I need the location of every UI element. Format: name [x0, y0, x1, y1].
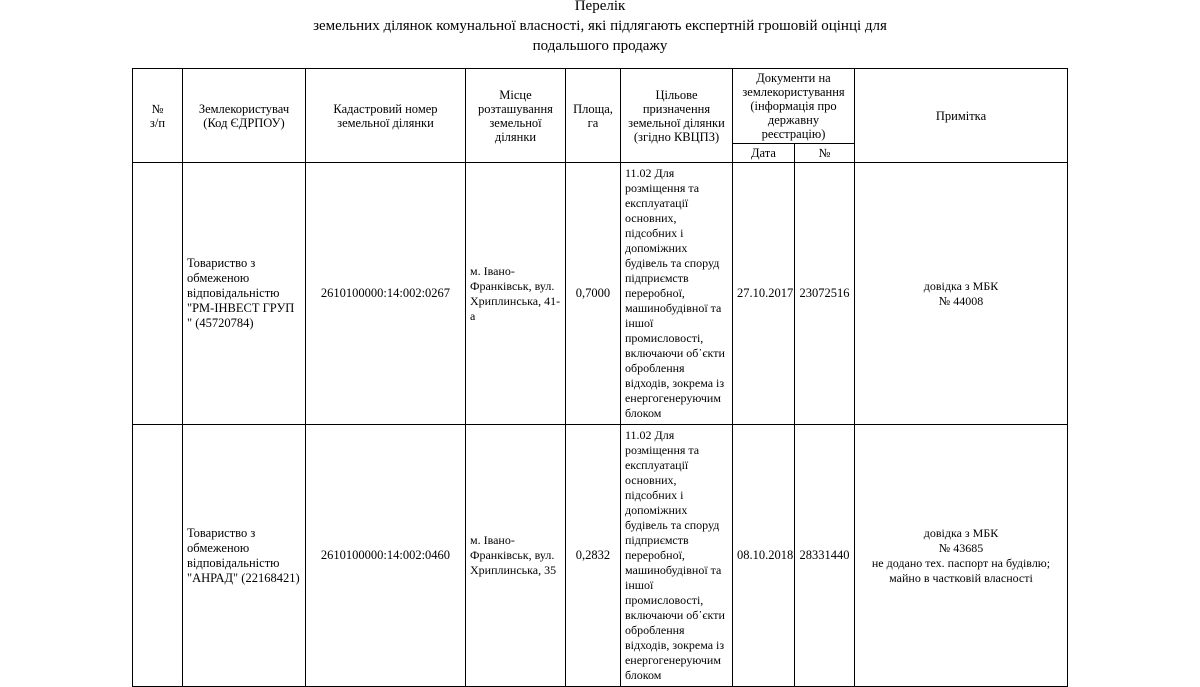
cell-purpose: 11.02 Для розміщення та експлуатації основних, підсобних і допоміжних будівель та споруд підприємств переробної, машинобудівної та іншої промисловості, включаючи об᾽єкти оброблення відходів, зокрема із енергогенеруючим блоком	[620, 163, 732, 425]
cell-purpose: 11.02 Для розміщення та експлуатації основних, підсобних і допоміжних будівель та споруд підприємств переробної, машинобудівної та іншої промисловості, включаючи об᾽єкти оброблення відходів, зокрема із енергогенеруючим блоком	[620, 425, 732, 687]
header-documents-group	[732, 69, 854, 144]
header-number-line1: №	[151, 101, 164, 116]
cell-location: м. Івано-Франківськ, вул. Хриплинська, 41-а	[465, 163, 565, 425]
header-documents-line1: Документи на	[756, 71, 831, 85]
note-line-1: довідка з МБК	[923, 278, 999, 293]
cell-cadastral-number: 2610100000:14:002:0460	[305, 425, 465, 687]
header-number	[132, 69, 182, 163]
cell-cadastral-number: 2610100000:14:002:0267	[305, 163, 465, 425]
header-landuser-line1: Землекористувач	[198, 101, 290, 116]
header-cadastral-line2: земельної ділянки	[337, 115, 434, 130]
header-purpose-line2: призначення	[642, 101, 711, 116]
cell-number	[132, 425, 182, 687]
header-documents-line2: землекористування	[742, 85, 845, 99]
cell-document-number: 23072516	[794, 163, 854, 425]
header-area-line1: Площа,	[573, 101, 613, 116]
header-landuser-line2: (Код ЄДРПОУ)	[203, 115, 285, 130]
header-location-line4: ділянки	[494, 129, 537, 144]
document-title	[0, 0, 1200, 56]
header-documents-line3: (інформація про	[750, 99, 837, 113]
header-document-date: Дата	[732, 144, 794, 163]
header-location-line1: Місце	[499, 87, 532, 102]
header-purpose-line3: земельної ділянки	[628, 115, 725, 130]
header-location-line2: розташування	[478, 101, 553, 116]
header-area-line2: га	[587, 115, 599, 130]
title-line-2: земельних ділянок комунальної власності, які підлягають експертній грошовій оцінці для	[313, 18, 887, 34]
header-document-number: №	[794, 144, 854, 163]
header-purpose	[620, 69, 732, 163]
header-documents-line5: реєстрацію)	[761, 127, 826, 141]
header-number-line2: з/п	[149, 115, 166, 130]
header-row-main	[132, 69, 1067, 144]
cell-location: м. Івано-Франківськ, вул. Хриплинська, 35	[465, 425, 565, 687]
table-row	[132, 425, 1067, 687]
header-location-line3: земельної	[489, 115, 542, 130]
header-documents-line4: державну	[767, 113, 820, 127]
note-line-2: № 44008	[938, 293, 984, 308]
cell-landuser: Товариство з обмеженою відповідальністю "АНРАД" (22168421)	[182, 425, 305, 687]
cell-note	[855, 163, 1068, 425]
note-line-3: не додано тех. паспорт на будівлю; майно в частковій власності	[871, 555, 1051, 585]
header-purpose-line4: (згідно КВЦПЗ)	[633, 129, 720, 144]
header-landuser	[182, 69, 305, 163]
cell-document-number: 28331440	[794, 425, 854, 687]
cell-area: 0,2832	[565, 425, 620, 687]
land-plots-table	[132, 68, 1068, 687]
table-row	[132, 163, 1067, 425]
cell-number	[132, 163, 182, 425]
cell-document-date: 08.10.2018	[732, 425, 794, 687]
header-purpose-line1: Цільове	[655, 87, 698, 102]
header-area	[565, 69, 620, 163]
cell-note	[855, 425, 1068, 687]
header-cadastral-line1: Кадастровий номер	[333, 101, 438, 116]
title-line-3: подальшого продажу	[532, 38, 668, 54]
cell-document-date: 27.10.2017	[732, 163, 794, 425]
cell-area: 0,7000	[565, 163, 620, 425]
header-note: Примітка	[855, 69, 1068, 163]
header-location	[465, 69, 565, 163]
title-line-1: Перелік	[574, 0, 626, 14]
note-line-1: довідка з МБК	[923, 525, 999, 540]
table-body	[132, 163, 1067, 687]
note-line-2: № 43685	[938, 540, 984, 555]
header-cadastral-number	[305, 69, 465, 163]
table-header	[132, 69, 1067, 163]
cell-landuser: Товариство з обмеженою відповідальністю "РМ-ІНВЕСТ ГРУП " (45720784)	[182, 163, 305, 425]
